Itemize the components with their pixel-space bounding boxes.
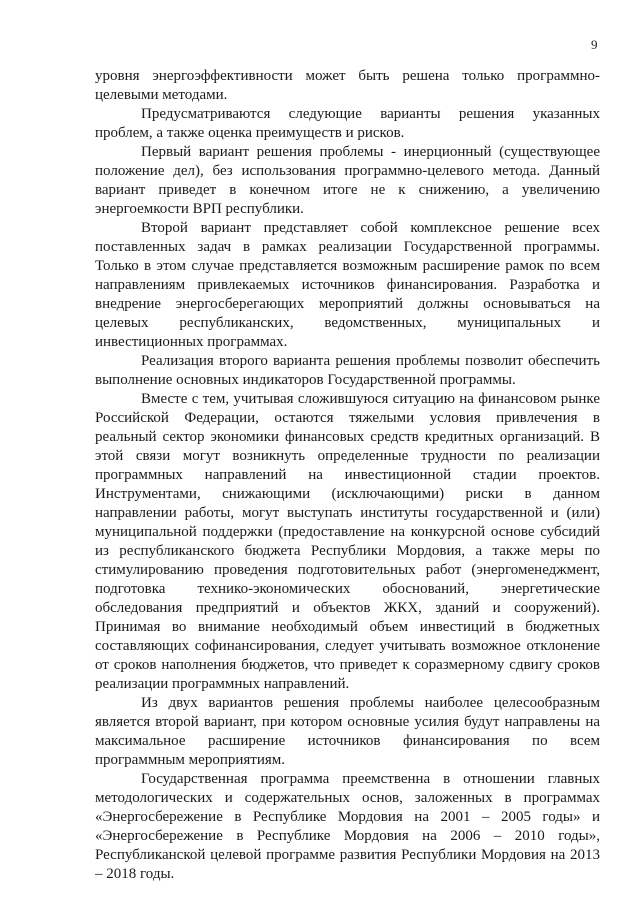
- text-line: обследования предприятий и объектов ЖКХ, зданий и сооружений).: [95, 600, 600, 616]
- text-line: Первый вариант решения проблемы - инерционный (существующее: [141, 144, 600, 160]
- text-line: направлениям привлекаемых источников финансирования. Разработка и: [95, 277, 600, 293]
- text-line: Принимая во внимание необходимый объем инвестиций в бюджетных: [95, 619, 600, 635]
- text-line: «Энергосбережение в Республике Мордовия на 2001 – 2005 годы» и: [95, 809, 600, 825]
- text-line: составляющих софинансирования, следует учитывать возможное отклонение: [95, 638, 600, 654]
- text-line: уровня энергоэффективности может быть решена только программно-: [95, 68, 600, 84]
- paragraph-1: [95, 67, 600, 105]
- paragraph-4: [95, 219, 600, 352]
- text-line: стимулированию проведения подготовительных работ (энергоменеджмент,: [95, 562, 600, 578]
- text-line: муниципальной поддержки (предоставление на конкурсной основе субсидий: [95, 524, 600, 540]
- text-line: «Энергосбережение в Республике Мордовия на 2006 – 2010 годы»,: [95, 828, 600, 844]
- text-line: проблем, а также оценка преимуществ и рисков.: [95, 125, 405, 141]
- text-line: является второй вариант, при котором основные усилия будут направлены на: [95, 714, 600, 730]
- text-line: Только в этом случае представляется возможным расширение рамок по всем: [95, 258, 600, 274]
- text-line: целевых республиканских, ведомственных, муниципальных и: [95, 315, 600, 331]
- text-line: подготовка технико-экономических обоснований, энергетические: [95, 581, 600, 597]
- text-line: Второй вариант представляет собой комплексное решение всех: [141, 220, 600, 236]
- text-line: реализации программных направлений.: [95, 676, 350, 692]
- text-line: максимальное расширение источников финансирования по всем: [95, 733, 600, 749]
- text-line: выполнение основных индикаторов Государственной программы.: [95, 372, 516, 388]
- paragraph-7: [95, 694, 600, 770]
- text-line: этой связи могут возникнуть определенные трудности по реализации: [95, 448, 600, 464]
- text-line: поставленных задач в рамках реализации Государственной программы.: [95, 239, 600, 255]
- text-line: программных направлений на инвестиционной стадии проектов.: [95, 467, 600, 483]
- text-line: положение дел), без использования программно-целевого метода. Данный: [95, 163, 600, 179]
- paragraph-5: [95, 352, 600, 390]
- text-line: реальный сектор экономики финансовых средств кредитных организаций. В: [95, 429, 600, 445]
- text-line: методологических и содержательных основ, заложенных в программах: [95, 790, 600, 806]
- paragraph-2: [95, 105, 600, 143]
- text-line: программным мероприятиям.: [95, 752, 285, 768]
- text-line: Реализация второго варианта решения проблемы позволит обеспечить: [141, 353, 600, 369]
- text-line: от сроков наполнения бюджетов, что приведет к соразмерному сдвигу сроков: [95, 657, 600, 673]
- text-line: – 2018 годы.: [95, 866, 175, 882]
- text-line: из республиканского бюджета Республики Мордовия, а также меры по: [95, 543, 600, 559]
- text-line: направлении работы, могут выступать институты государственной и (или): [95, 505, 600, 521]
- text-line: энергоемкости ВРП республики.: [95, 201, 304, 217]
- text-line: Республиканской целевой программе развития Республики Мордовия на 2013: [95, 847, 600, 863]
- text-line: вариант приведет в конечном итоге не к снижению, а увеличению: [95, 182, 600, 198]
- text-line: внедрение энергосберегающих мероприятий должны основываться на: [95, 296, 600, 312]
- document-body: [95, 67, 600, 884]
- paragraph-8: [95, 770, 600, 884]
- text-line: Вместе с тем, учитывая сложившуюся ситуацию на финансовом рынке: [141, 391, 600, 407]
- text-line: Государственная программа преемственна в отношении главных: [141, 771, 600, 787]
- text-line: целевыми методами.: [95, 87, 228, 103]
- text-line: Инструментами, снижающими (исключающими) риски в данном: [95, 486, 600, 502]
- paragraph-3: [95, 143, 600, 219]
- text-line: инвестиционных программах.: [95, 334, 288, 350]
- text-line: Из двух вариантов решения проблемы наиболее целесообразным: [141, 695, 600, 711]
- page-number: 9: [591, 37, 598, 52]
- text-line: Предусматриваются следующие варианты решения указанных: [141, 106, 600, 122]
- paragraph-6: [95, 390, 600, 694]
- text-line: Российской Федерации, остаются тяжелыми условия привлечения в: [95, 410, 600, 426]
